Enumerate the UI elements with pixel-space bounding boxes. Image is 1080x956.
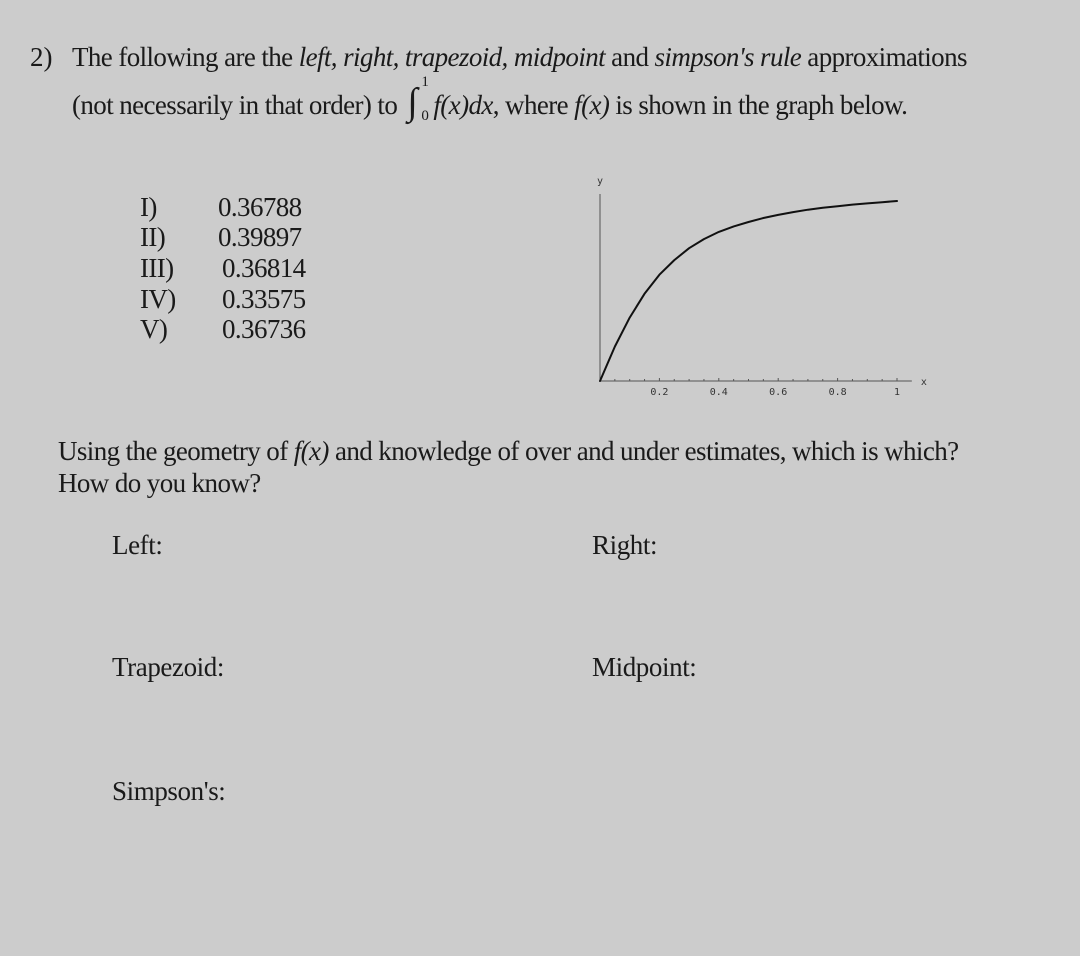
question-line-1: [72, 42, 967, 73]
prompt-text: Using the geometry of: [58, 436, 294, 466]
function-name: f(x): [293, 436, 329, 466]
function-curve: [600, 201, 897, 381]
question-number: 2): [30, 42, 53, 72]
x-tick-label: 0.8: [828, 387, 847, 398]
question-text: (not necessarily in that order) to: [72, 90, 404, 120]
function-name: f(x): [574, 90, 610, 120]
x-tick-label: 0.6: [769, 387, 788, 398]
question-line-2: [72, 74, 908, 124]
answer-right-label: Right:: [592, 530, 658, 560]
option-value: 0.36736: [222, 314, 306, 344]
x-axis-label: x: [920, 377, 927, 388]
term-left: left,: [298, 42, 344, 72]
term-simpson: simpson's rule: [654, 42, 802, 72]
question-text: , where: [492, 90, 575, 120]
term-midpoint: midpoint: [513, 42, 606, 72]
y-axis-label: y: [596, 176, 604, 187]
option-label: I): [140, 192, 157, 222]
answer-trapezoid-label: Trapezoid:: [112, 652, 224, 682]
term-trapezoid: trapezoid,: [404, 42, 514, 72]
answer-left-label: Left:: [112, 530, 163, 560]
integrand: f(x)dx: [433, 90, 493, 120]
answer-simpson-label: Simpson's:: [112, 776, 226, 806]
integral-symbol: ∫: [407, 81, 418, 123]
graph-labels: [597, 176, 927, 398]
option-value: 0.36814: [222, 253, 306, 283]
graph-axes: [600, 194, 912, 381]
option-label: III): [140, 253, 174, 283]
option-value: 0.36788: [218, 192, 302, 222]
option-value: 0.39897: [218, 222, 302, 252]
x-tick-label: 0.4: [709, 387, 728, 398]
prompt-line-1: [58, 436, 959, 467]
x-tick-label: 0.2: [650, 387, 669, 398]
question-text: The following are the: [72, 42, 299, 72]
prompt-line-2: How do you know?: [58, 468, 261, 498]
term-right: right,: [343, 42, 405, 72]
integral-sign: [403, 74, 433, 124]
option-label: V): [140, 314, 168, 344]
option-label: IV): [140, 284, 176, 314]
answer-midpoint-label: Midpoint:: [592, 652, 697, 682]
question-text: and: [605, 42, 655, 72]
option-label: II): [140, 222, 166, 252]
question-text: approximations: [801, 42, 967, 72]
prompt-text: and knowledge of over and under estimates, which is which?: [328, 436, 959, 466]
integral-upper-limit: 1: [421, 74, 429, 90]
question-text: is shown in the graph below.: [609, 90, 908, 120]
function-graph: [580, 170, 930, 410]
integral-lower-limit: 0: [421, 108, 429, 124]
option-value: 0.33575: [222, 284, 306, 314]
graph-curve: [600, 201, 897, 381]
x-tick-label: 1: [893, 387, 901, 398]
